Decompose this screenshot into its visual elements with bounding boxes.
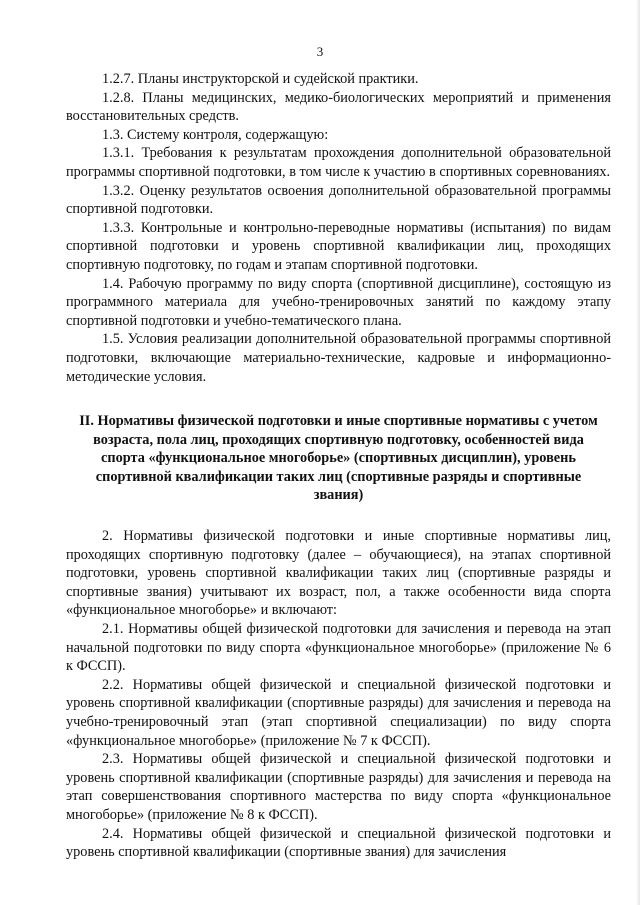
paragraph-2: 2. Нормативы физической подготовки и иные спортивные нормативы лиц, проходящих спортивную подготовку (далее – обучающиеся), на этапах спортивной подготовки, уровень спортивной квалификации таких лиц (спортивные разряды и спортивные звания) учитывают их возраст, пол, а также особенности вида спорта «функциональное многоборье» и включают:: [66, 528, 611, 619]
paragraph-1-2-7: 1.2.7. Планы инструкторской и судейской практики.: [102, 71, 419, 87]
paragraph-1-3-3: 1.3.3. Контрольные и контрольно-переводные нормативы (испытания) по видам спортивной подготовки и уровень спортивной квалификации лиц, проходящих спортивную подготовку, по годам и этапам спортивной подготовки.: [66, 219, 611, 273]
paragraph-1-3-2: 1.3.2. Оценку результатов освоения дополнительной образовательной программы спортивной подготовки.: [66, 182, 611, 218]
paragraph-2-2: 2.2. Нормативы общей физической и специальной физической подготовки и уровень спортивной квалификации (спортивные разряды) для зачисления и перевода на учебно-тренировочный этап (этап спортивной специализации) по виду спорта «функциональное многоборье» (приложение № 7 к ФССП).: [66, 676, 611, 749]
paragraph-1-3: 1.3. Систему контроля, содержащую:: [102, 126, 329, 143]
scan-edge-shadow: [636, 0, 640, 905]
paragraph-1-2-8: 1.2.8. Планы медицинских, медико-биологических мероприятий и применения восстановительных средств.: [66, 89, 611, 125]
paragraph-1-3-1: 1.3.1. Требования к результатам прохождения дополнительной образовательной программы спортивной подготовки, в том числе к участию в спортивных соревнованиях.: [66, 145, 611, 180]
page-number: 3: [316, 44, 324, 59]
document-body: [66, 70, 611, 862]
section-heading: II. Нормативы физической подготовки и иные спортивные нормативы с учетом возраста, пола лиц, проходящих спортивную подготовку, особенностей вида спорта «функциональное многоборье» (спортивных дисциплин), уровень спортивной квалификации таких лиц (спортивные разряды и спортивные звания): [79, 413, 598, 504]
paragraph-2-1: 2.1. Нормативы общей физической подготовки для зачисления и перевода на этап начальной подготовки по виду спорта «функциональное многоборье» (приложение № 6 к ФССП).: [66, 621, 611, 675]
paragraph-2-3: 2.3. Нормативы общей физической и специальной физической подготовки и уровень спортивной квалификации (спортивные разряды) для зачисления и перевода на этап совершенствования спортивного мастерства по виду спорта «функциональное многоборье» (приложение № 8 к ФССП).: [66, 751, 611, 823]
paragraph-1-5: 1.5. Условия реализации дополнительной образовательной программы спортивной подготовки, включающие материально-технические, кадровые и информационно-методические условия.: [66, 331, 611, 385]
paragraph-2-4: 2.4. Нормативы общей физической и специальной физической подготовки и уровень спортивной квалификации (спортивные звания) для зачисления: [66, 825, 611, 861]
paragraph-1-4: 1.4. Рабочую программу по виду спорта (спортивной дисциплине), состоящую из программного материала для учебно-тренировочных занятий по каждому этапу спортивной подготовки и учебно-тематического плана.: [66, 275, 611, 329]
